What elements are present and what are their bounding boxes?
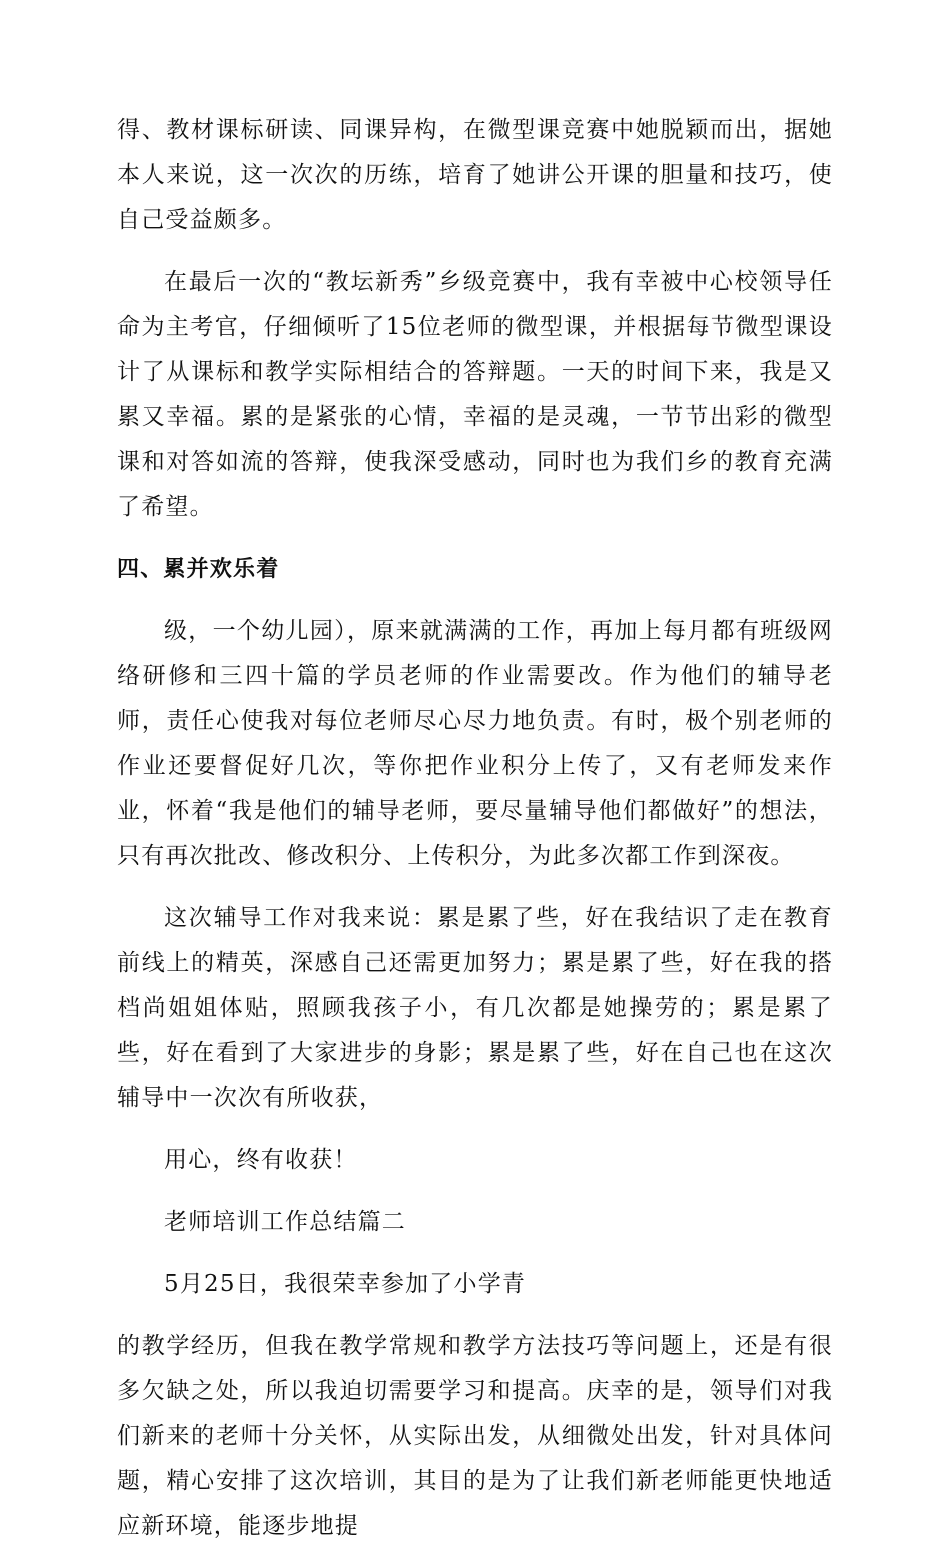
paragraph-date: 5月25日，我很荣幸参加了小学青 [164,1271,527,1297]
paragraph-closing: 用心，终有收获！ [164,1147,358,1173]
paragraph-workload: 级，一个幼儿园），原来就满满的工作，再加上每月都有班级网络研修和三四十篇的学员老师的作业需要改。作为他们的辅导老师，责任心使我对每位老师尽心尽力地负责。有时，极个别老师的作业还要督促好几次，等你把作业积分上传了，又有老师发来作业，怀着“我是他们的辅导老师，要尽量辅导他们都做好”的想法，只有再次批改、修改积分、上传积分，为此多次都工作到深夜。 [117,618,833,869]
section-title-part-two: 老师培训工作总结篇二 [164,1209,406,1235]
section-heading: 四、累并欢乐着 [117,557,280,582]
paragraph-exam-officer: 在最后一次的“教坛新秀”乡级竞赛中，我有幸被中心校领导任命为主考官，仔细倾听了15位老师的微型课，并根据每节微型课设计了从课标和教学实际相结合的答辩题。一天的时间下来，我是又累又幸福。累的是紧张的心情，幸福的是灵魂，一节节出彩的微型课和对答如流的答辩，使我深受感动，同时也为我们乡的教育充满了希望。 [117,269,833,520]
paragraph-reflection: 这次辅导工作对我来说：累是累了些，好在我结识了走在教育前线上的精英，深感自己还需更加努力；累是累了些，好在我的搭档尚姐姐体贴，照顾我孩子小，有几次都是她操劳的；累是累了些，好在看到了大家进步的身影；累是累了些，好在自己也在这次辅导中一次次有所收获， [117,905,833,1111]
paragraph-training: 的教学经历，但我在教学常规和教学方法技巧等问题上，还是有很多欠缺之处，所以我迫切需要学习和提高。庆幸的是，领导们对我们新来的老师十分关怀，从实际出发，从细微处出发，针对具体问题，精心安排了这次培训，其目的是为了让我们新老师能更快地适应新环境，能逐步地提 [117,1333,833,1539]
document-body [117,108,833,1566]
paragraph-continuation: 得、教材课标研读、同课异构，在微型课竞赛中她脱颖而出，据她本人来说，这一次次的历练，培育了她讲公开课的胆量和技巧，使自己受益颇多。 [117,117,833,233]
